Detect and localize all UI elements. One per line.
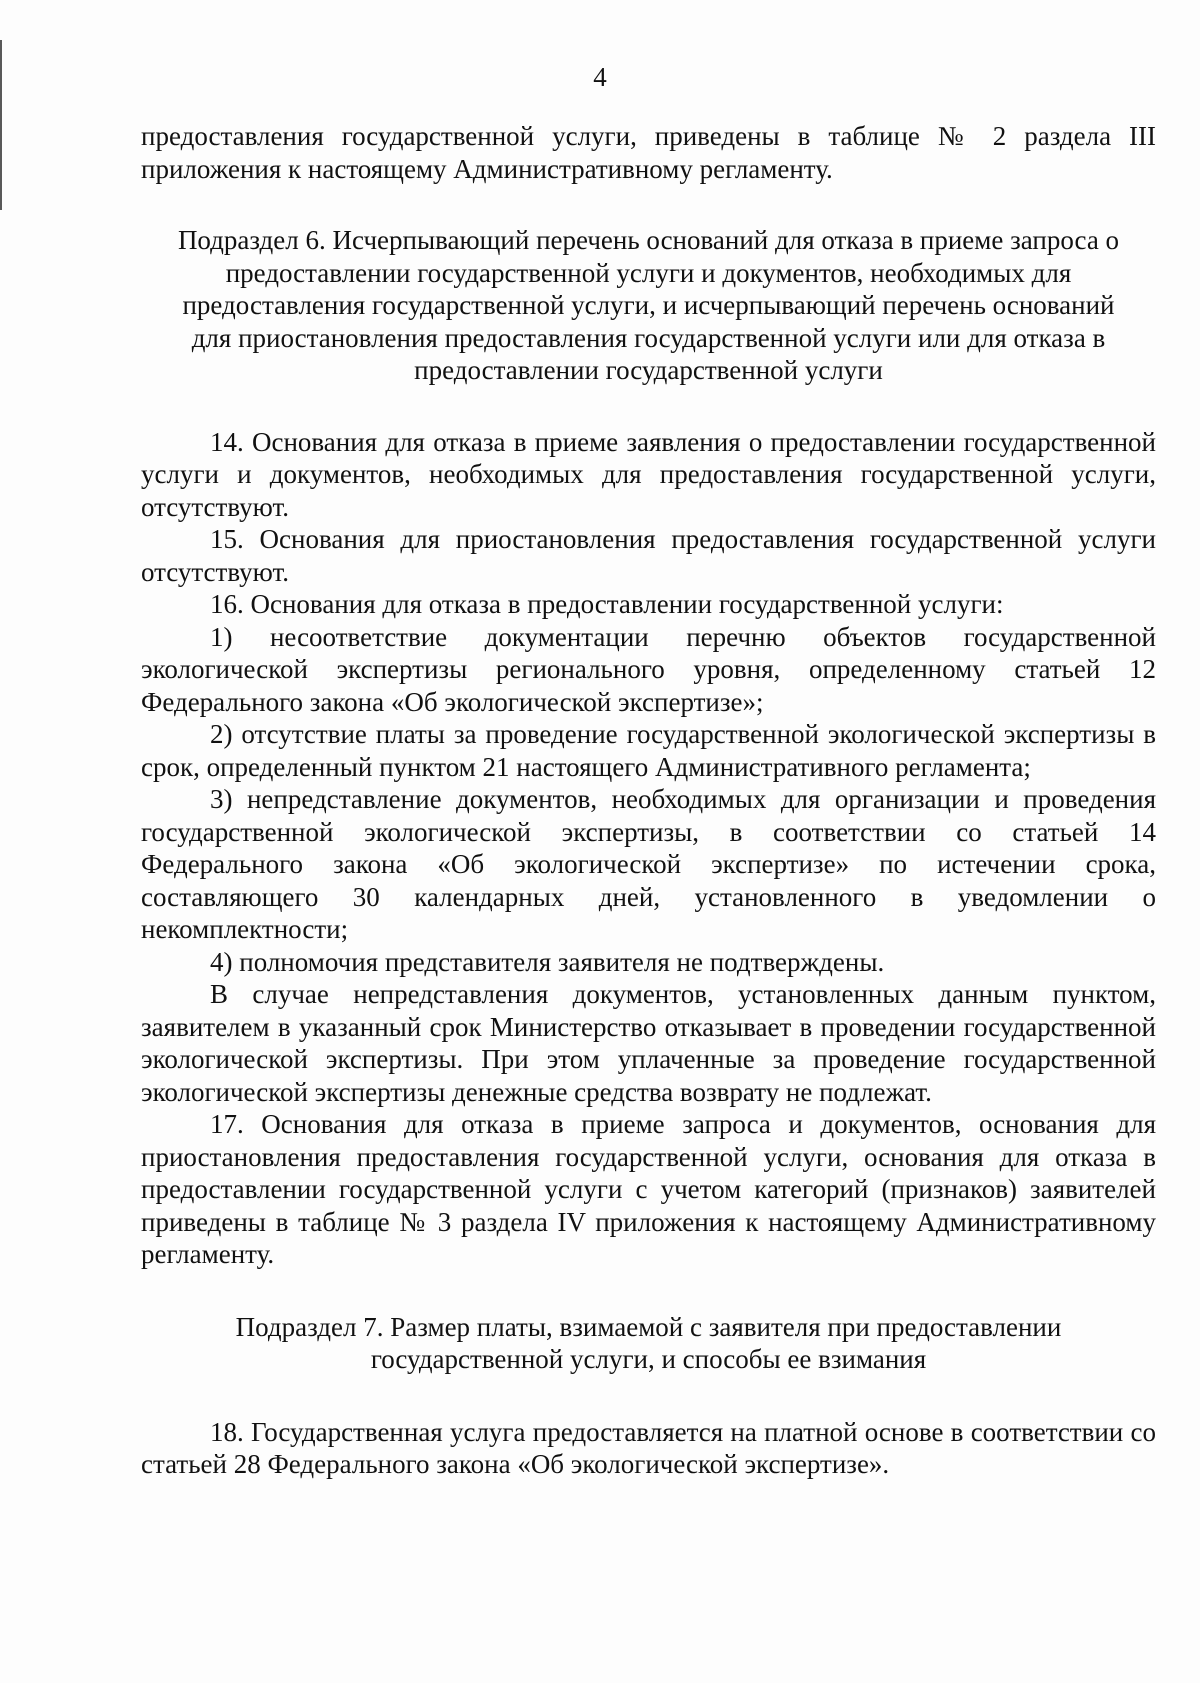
paragraph-14: 14. Основания для отказа в приеме заявления о предоставлении государственной услуги и документов, необходимых для предоставления государственной услуги, отсутствуют. — [141, 426, 1156, 522]
paragraph-16-note: В случае непредставления документов, установленных данным пунктом, заявителем в указанный срок Министерство отказывает в проведении государственной экологической экспертизы. При этом уплаченные за проведение государственной экологической экспертизы денежные средства возврату не подлежат. — [141, 979, 1156, 1107]
paragraph-16-item-2: 2) отсутствие платы за проведение государственной экологической экспертизы в срок, определенный пунктом 21 настоящего Административного регламента; — [141, 719, 1156, 782]
intro-paragraph: предоставления государственной услуги, приведены в таблице № 2 раздела III приложения к настоящему Административному регламенту. — [141, 121, 1156, 184]
paragraph-16-item-3: 3) непредставление документов, необходимых для организации и проведения государственной экологической экспертизы, в соответствии со статьей 14 Федерального закона «Об экологической экспертизе» по истечении срока, составляющего 30 календарных дней, установленного в уведомлении о некомплектности; — [141, 784, 1156, 944]
paragraph-18: 18. Государственная услуга предоставляется на платной основе в соответствии со статьей 28 Федерального закона «Об экологической экспертизе». — [141, 1416, 1156, 1479]
document-body — [141, 120, 1156, 1481]
subsection-6-heading: Подраздел 6. Исчерпывающий перечень оснований для отказа в приеме запроса о предоставлении государственной услуги и документов, необходимых для предоставления государственной услуги, и исчерпывающий перечень оснований для приостановления предоставления государственной услуги или для отказа в предоставлении государственной услуги — [177, 225, 1120, 385]
paragraph-16-item-1: 1) несоответствие документации перечню объектов государственной экологической экспертизы регионального уровня, определенному статьей 12 Федерального закона «Об экологической экспертизе»; — [141, 621, 1156, 717]
paragraph-17: 17. Основания для отказа в приеме запроса и документов, основания для приостановления предоставления государственной услуги, основания для отказа в предоставлении государственной услуги с учетом категорий (признаков) заявителей приведены в таблице № 3 раздела IV приложения к настоящему Административному регламенту. — [141, 1109, 1156, 1269]
page-number: 4 — [593, 62, 607, 92]
paragraph-16: 16. Основания для отказа в предоставлении государственной услуги: — [210, 589, 1004, 619]
paragraph-15: 15. Основания для приостановления предоставления государственной услуги отсутствуют. — [141, 524, 1156, 587]
subsection-7-heading: Подраздел 7. Размер платы, взимаемой с заявителя при предоставлении государственной услуги, и способы ее взимания — [235, 1311, 1062, 1374]
paragraph-16-item-4: 4) полномочия представителя заявителя не подтверждены. — [210, 946, 885, 977]
